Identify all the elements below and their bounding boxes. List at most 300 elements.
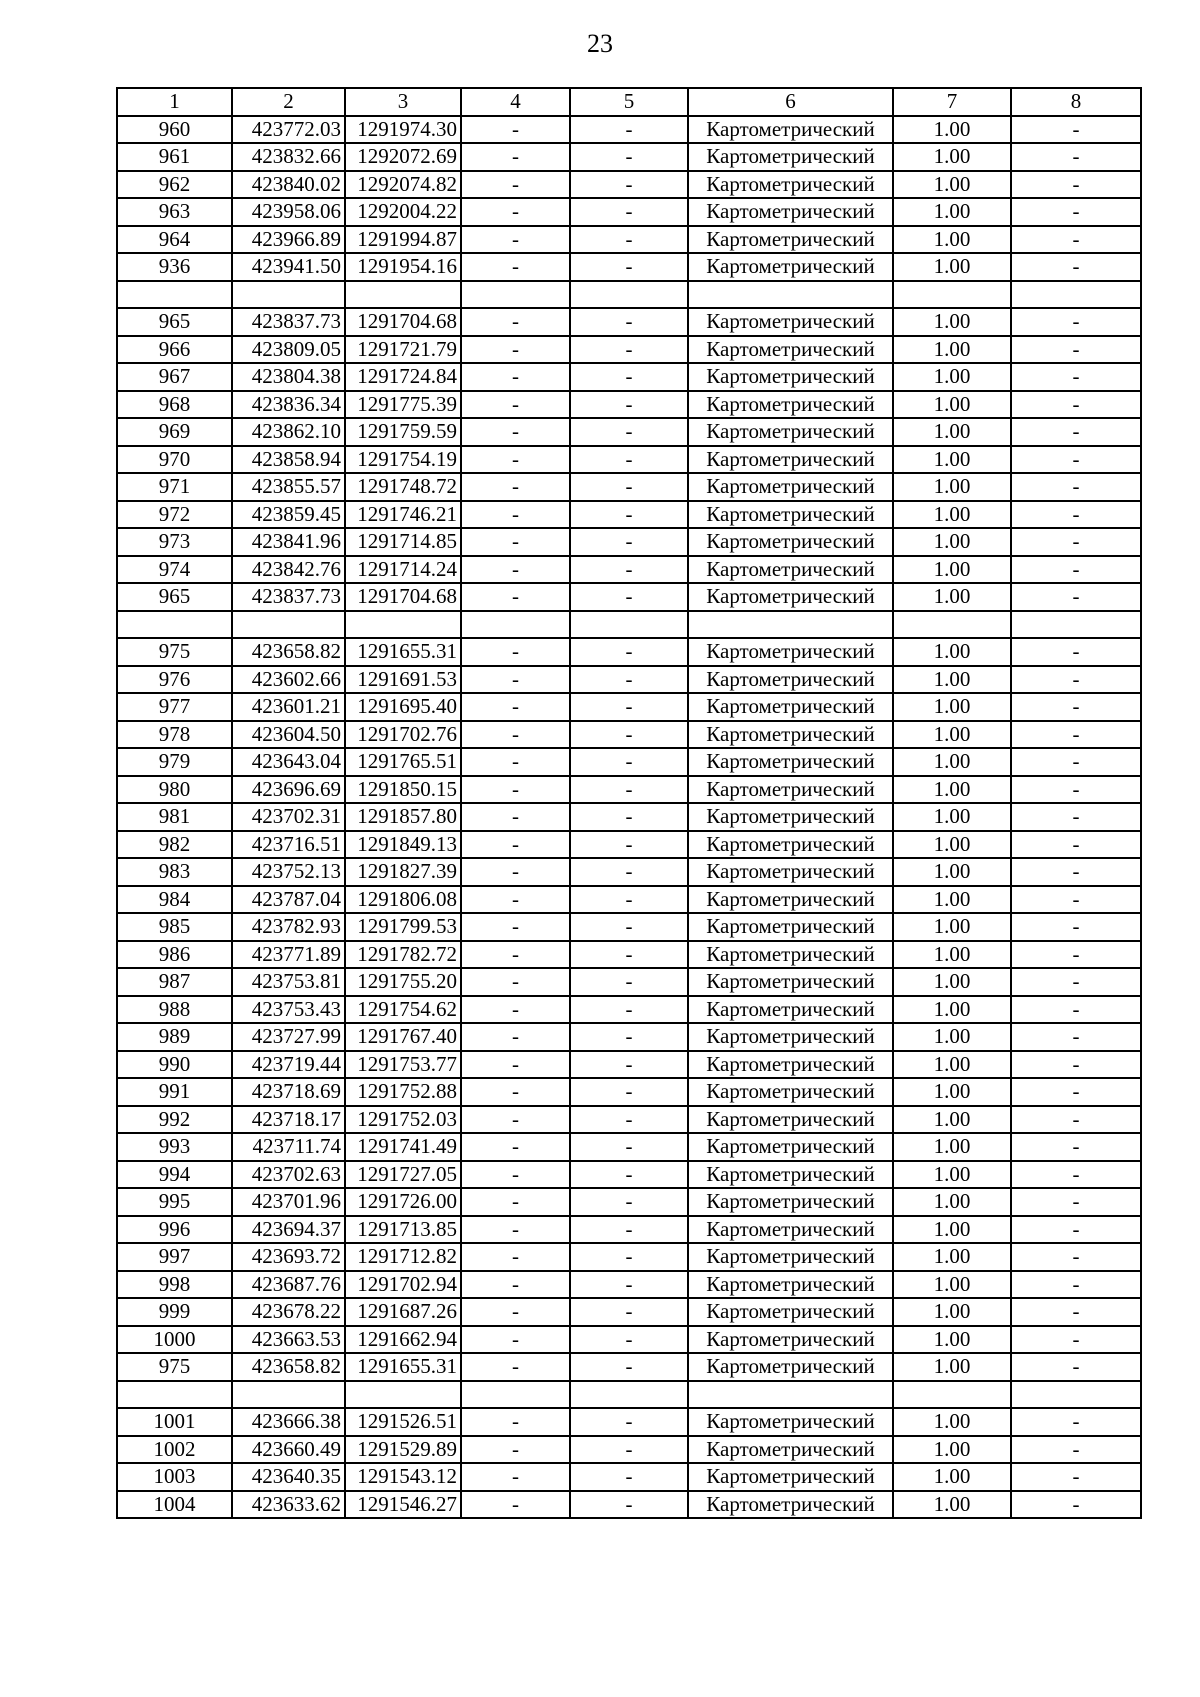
table-row <box>117 1408 1141 1436</box>
point-number-cell: 960 <box>117 116 232 144</box>
table-row <box>117 501 1141 529</box>
x-coordinate-cell: 423658.82 <box>232 638 345 666</box>
table-row <box>117 1133 1141 1161</box>
x-coordinate-cell: 423958.06 <box>232 198 345 226</box>
col8-cell: - <box>1011 446 1141 474</box>
point-number-cell: 962 <box>117 171 232 199</box>
col5-cell: - <box>570 913 688 941</box>
method-cell: Картометрический <box>688 693 893 721</box>
method-cell: Картометрический <box>688 886 893 914</box>
point-number-cell: 975 <box>117 1353 232 1381</box>
x-coordinate-cell: 423711.74 <box>232 1133 345 1161</box>
table-row <box>117 363 1141 391</box>
x-coordinate-cell: 423716.51 <box>232 831 345 859</box>
point-number-cell <box>117 281 232 309</box>
y-coordinate-cell: 1291726.00 <box>345 1188 461 1216</box>
accuracy-cell: 1.00 <box>893 1463 1011 1491</box>
accuracy-cell: 1.00 <box>893 116 1011 144</box>
point-number-cell: 1001 <box>117 1408 232 1436</box>
col4-cell: - <box>461 1271 570 1299</box>
point-number-cell: 983 <box>117 858 232 886</box>
x-coordinate-cell: 423694.37 <box>232 1216 345 1244</box>
col8-cell: - <box>1011 473 1141 501</box>
accuracy-cell: 1.00 <box>893 391 1011 419</box>
col8-cell: - <box>1011 858 1141 886</box>
method-cell: Картометрический <box>688 391 893 419</box>
x-coordinate-cell: 423836.34 <box>232 391 345 419</box>
col8-cell: - <box>1011 1161 1141 1189</box>
col8-cell: - <box>1011 1106 1141 1134</box>
col5-cell: - <box>570 1133 688 1161</box>
table-row <box>117 913 1141 941</box>
col5-cell: - <box>570 1216 688 1244</box>
y-coordinate-cell: 1291687.26 <box>345 1298 461 1326</box>
point-number-cell: 996 <box>117 1216 232 1244</box>
col4-cell: - <box>461 583 570 611</box>
col5-cell: - <box>570 226 688 254</box>
method-cell <box>688 1381 893 1409</box>
point-number-cell: 981 <box>117 803 232 831</box>
x-coordinate-cell: 423837.73 <box>232 308 345 336</box>
col4-cell: - <box>461 803 570 831</box>
col5-cell: - <box>570 996 688 1024</box>
col4-cell: - <box>461 308 570 336</box>
table-row <box>117 776 1141 804</box>
header-cell: 7 <box>893 88 1011 116</box>
table-row <box>117 391 1141 419</box>
col8-cell: - <box>1011 721 1141 749</box>
accuracy-cell: 1.00 <box>893 446 1011 474</box>
col4-cell: - <box>461 913 570 941</box>
table-row <box>117 171 1141 199</box>
x-coordinate-cell: 423718.69 <box>232 1078 345 1106</box>
accuracy-cell: 1.00 <box>893 1106 1011 1134</box>
col4-cell: - <box>461 501 570 529</box>
col5-cell: - <box>570 776 688 804</box>
table-row <box>117 1243 1141 1271</box>
accuracy-cell: 1.00 <box>893 198 1011 226</box>
col8-cell: - <box>1011 638 1141 666</box>
col4-cell: - <box>461 1463 570 1491</box>
col5-cell <box>570 611 688 639</box>
col5-cell: - <box>570 666 688 694</box>
col8-cell: - <box>1011 996 1141 1024</box>
col8-cell: - <box>1011 143 1141 171</box>
col8-cell: - <box>1011 253 1141 281</box>
point-number-cell: 965 <box>117 583 232 611</box>
col5-cell: - <box>570 336 688 364</box>
accuracy-cell: 1.00 <box>893 171 1011 199</box>
accuracy-cell: 1.00 <box>893 858 1011 886</box>
y-coordinate-cell: 1291782.72 <box>345 941 461 969</box>
table-row <box>117 336 1141 364</box>
accuracy-cell: 1.00 <box>893 1216 1011 1244</box>
col8-cell: - <box>1011 941 1141 969</box>
y-coordinate-cell: 1291806.08 <box>345 886 461 914</box>
x-coordinate-cell: 423696.69 <box>232 776 345 804</box>
accuracy-cell: 1.00 <box>893 1051 1011 1079</box>
x-coordinate-cell: 423859.45 <box>232 501 345 529</box>
table-row <box>117 1491 1141 1519</box>
point-number-cell <box>117 611 232 639</box>
col4-cell: - <box>461 693 570 721</box>
col4-cell: - <box>461 1353 570 1381</box>
point-number-cell: 998 <box>117 1271 232 1299</box>
table-row <box>117 721 1141 749</box>
col8-cell: - <box>1011 336 1141 364</box>
col8-cell: - <box>1011 1408 1141 1436</box>
y-coordinate-cell: 1291752.03 <box>345 1106 461 1134</box>
point-number-cell: 978 <box>117 721 232 749</box>
y-coordinate-cell: 1291704.68 <box>345 308 461 336</box>
col4-cell <box>461 611 570 639</box>
y-coordinate-cell: 1291754.62 <box>345 996 461 1024</box>
method-cell: Картометрический <box>688 1271 893 1299</box>
table-row <box>117 1463 1141 1491</box>
col8-cell: - <box>1011 1436 1141 1464</box>
accuracy-cell: 1.00 <box>893 666 1011 694</box>
x-coordinate-cell: 423832.66 <box>232 143 345 171</box>
point-number-cell: 993 <box>117 1133 232 1161</box>
col8-cell: - <box>1011 363 1141 391</box>
col4-cell: - <box>461 1243 570 1271</box>
point-number-cell: 990 <box>117 1051 232 1079</box>
col4-cell: - <box>461 226 570 254</box>
method-cell: Картометрический <box>688 528 893 556</box>
accuracy-cell: 1.00 <box>893 693 1011 721</box>
table-row <box>117 116 1141 144</box>
col4-cell: - <box>461 1106 570 1134</box>
col4-cell: - <box>461 1436 570 1464</box>
table-separator-row <box>117 611 1141 639</box>
y-coordinate-cell: 1291712.82 <box>345 1243 461 1271</box>
accuracy-cell: 1.00 <box>893 638 1011 666</box>
col8-cell: - <box>1011 968 1141 996</box>
table-row <box>117 1298 1141 1326</box>
col5-cell: - <box>570 721 688 749</box>
method-cell: Картометрический <box>688 803 893 831</box>
x-coordinate-cell: 423753.43 <box>232 996 345 1024</box>
col8-cell <box>1011 1381 1141 1409</box>
point-number-cell: 963 <box>117 198 232 226</box>
accuracy-cell: 1.00 <box>893 1133 1011 1161</box>
method-cell: Картометрический <box>688 1298 893 1326</box>
y-coordinate-cell: 1291714.85 <box>345 528 461 556</box>
col5-cell: - <box>570 1436 688 1464</box>
y-coordinate-cell: 1291662.94 <box>345 1326 461 1354</box>
accuracy-cell: 1.00 <box>893 886 1011 914</box>
header-cell: 6 <box>688 88 893 116</box>
x-coordinate-cell: 423601.21 <box>232 693 345 721</box>
method-cell: Картометрический <box>688 418 893 446</box>
col8-cell: - <box>1011 198 1141 226</box>
y-coordinate-cell: 1292074.82 <box>345 171 461 199</box>
method-cell: Картометрический <box>688 1078 893 1106</box>
point-number-cell: 982 <box>117 831 232 859</box>
col5-cell: - <box>570 1243 688 1271</box>
col5-cell: - <box>570 1188 688 1216</box>
col5-cell: - <box>570 1353 688 1381</box>
accuracy-cell: 1.00 <box>893 776 1011 804</box>
accuracy-cell: 1.00 <box>893 1023 1011 1051</box>
method-cell: Картометрический <box>688 1408 893 1436</box>
point-number-cell: 936 <box>117 253 232 281</box>
accuracy-cell: 1.00 <box>893 583 1011 611</box>
table-row <box>117 308 1141 336</box>
table-row <box>117 638 1141 666</box>
x-coordinate-cell: 423842.76 <box>232 556 345 584</box>
header-cell: 8 <box>1011 88 1141 116</box>
header-cell: 2 <box>232 88 345 116</box>
method-cell: Картометрический <box>688 1023 893 1051</box>
method-cell: Картометрический <box>688 226 893 254</box>
x-coordinate-cell: 423772.03 <box>232 116 345 144</box>
col8-cell: - <box>1011 418 1141 446</box>
x-coordinate-cell: 423718.17 <box>232 1106 345 1134</box>
x-coordinate-cell <box>232 611 345 639</box>
point-number-cell: 1002 <box>117 1436 232 1464</box>
col4-cell: - <box>461 748 570 776</box>
x-coordinate-cell: 423727.99 <box>232 1023 345 1051</box>
table-row <box>117 803 1141 831</box>
y-coordinate-cell: 1291655.31 <box>345 1353 461 1381</box>
col8-cell: - <box>1011 1243 1141 1271</box>
y-coordinate-cell: 1291767.40 <box>345 1023 461 1051</box>
col5-cell: - <box>570 446 688 474</box>
accuracy-cell: 1.00 <box>893 913 1011 941</box>
col4-cell: - <box>461 968 570 996</box>
method-cell: Картометрический <box>688 143 893 171</box>
x-coordinate-cell: 423702.63 <box>232 1161 345 1189</box>
point-number-cell: 1000 <box>117 1326 232 1354</box>
col5-cell: - <box>570 116 688 144</box>
col5-cell: - <box>570 1051 688 1079</box>
y-coordinate-cell: 1291754.19 <box>345 446 461 474</box>
x-coordinate-cell: 423633.62 <box>232 1491 345 1519</box>
col4-cell <box>461 1381 570 1409</box>
point-number-cell: 984 <box>117 886 232 914</box>
table-row <box>117 1051 1141 1079</box>
accuracy-cell: 1.00 <box>893 336 1011 364</box>
method-cell: Картометрический <box>688 253 893 281</box>
point-number-cell: 972 <box>117 501 232 529</box>
col4-cell: - <box>461 171 570 199</box>
point-number-cell: 971 <box>117 473 232 501</box>
col8-cell: - <box>1011 666 1141 694</box>
col4-cell: - <box>461 336 570 364</box>
col5-cell: - <box>570 1023 688 1051</box>
point-number-cell: 977 <box>117 693 232 721</box>
accuracy-cell: 1.00 <box>893 556 1011 584</box>
table-row <box>117 253 1141 281</box>
col8-cell: - <box>1011 1023 1141 1051</box>
col4-cell: - <box>461 1078 570 1106</box>
accuracy-cell: 1.00 <box>893 501 1011 529</box>
col8-cell: - <box>1011 1353 1141 1381</box>
col8-cell: - <box>1011 1133 1141 1161</box>
col4-cell: - <box>461 831 570 859</box>
col4-cell: - <box>461 996 570 1024</box>
col5-cell: - <box>570 858 688 886</box>
point-number-cell: 969 <box>117 418 232 446</box>
col8-cell: - <box>1011 776 1141 804</box>
x-coordinate-cell: 423837.73 <box>232 583 345 611</box>
method-cell: Картометрический <box>688 1051 893 1079</box>
col8-cell: - <box>1011 886 1141 914</box>
point-number-cell: 994 <box>117 1161 232 1189</box>
col8-cell <box>1011 281 1141 309</box>
method-cell: Картометрический <box>688 1491 893 1519</box>
col4-cell: - <box>461 1491 570 1519</box>
col8-cell: - <box>1011 556 1141 584</box>
col8-cell: - <box>1011 501 1141 529</box>
method-cell <box>688 281 893 309</box>
x-coordinate-cell: 423752.13 <box>232 858 345 886</box>
point-number-cell: 987 <box>117 968 232 996</box>
method-cell: Картометрический <box>688 776 893 804</box>
col4-cell: - <box>461 198 570 226</box>
accuracy-cell: 1.00 <box>893 1326 1011 1354</box>
table-row <box>117 1216 1141 1244</box>
y-coordinate-cell: 1291691.53 <box>345 666 461 694</box>
y-coordinate-cell: 1291713.85 <box>345 1216 461 1244</box>
x-coordinate-cell: 423753.81 <box>232 968 345 996</box>
col4-cell: - <box>461 858 570 886</box>
col5-cell: - <box>570 1463 688 1491</box>
col4-cell: - <box>461 776 570 804</box>
method-cell: Картометрический <box>688 721 893 749</box>
table-row <box>117 1353 1141 1381</box>
table-header-row <box>117 88 1141 116</box>
y-coordinate-cell: 1291954.16 <box>345 253 461 281</box>
col4-cell: - <box>461 253 570 281</box>
col5-cell: - <box>570 418 688 446</box>
x-coordinate-cell: 423660.49 <box>232 1436 345 1464</box>
table-row <box>117 1161 1141 1189</box>
y-coordinate-cell: 1291775.39 <box>345 391 461 419</box>
accuracy-cell: 1.00 <box>893 968 1011 996</box>
col5-cell: - <box>570 473 688 501</box>
method-cell: Картометрический <box>688 831 893 859</box>
point-number-cell: 961 <box>117 143 232 171</box>
col8-cell: - <box>1011 803 1141 831</box>
col5-cell: - <box>570 748 688 776</box>
table-row <box>117 1023 1141 1051</box>
col4-cell: - <box>461 446 570 474</box>
col4-cell: - <box>461 391 570 419</box>
col5-cell: - <box>570 693 688 721</box>
x-coordinate-cell: 423855.57 <box>232 473 345 501</box>
method-cell: Картометрический <box>688 1188 893 1216</box>
method-cell: Картометрический <box>688 308 893 336</box>
y-coordinate-cell: 1291849.13 <box>345 831 461 859</box>
col4-cell: - <box>461 528 570 556</box>
accuracy-cell: 1.00 <box>893 1078 1011 1106</box>
y-coordinate-cell <box>345 1381 461 1409</box>
accuracy-cell: 1.00 <box>893 1436 1011 1464</box>
x-coordinate-cell: 423663.53 <box>232 1326 345 1354</box>
col5-cell: - <box>570 968 688 996</box>
y-coordinate-cell: 1291655.31 <box>345 638 461 666</box>
accuracy-cell: 1.00 <box>893 363 1011 391</box>
method-cell: Картометрический <box>688 968 893 996</box>
method-cell: Картометрический <box>688 1326 893 1354</box>
coordinates-table <box>116 87 1142 1519</box>
table-row <box>117 941 1141 969</box>
point-number-cell: 995 <box>117 1188 232 1216</box>
col4-cell: - <box>461 721 570 749</box>
table-row <box>117 886 1141 914</box>
col5-cell: - <box>570 803 688 831</box>
method-cell <box>688 611 893 639</box>
col4-cell: - <box>461 941 570 969</box>
method-cell: Картометрический <box>688 171 893 199</box>
x-coordinate-cell: 423809.05 <box>232 336 345 364</box>
col8-cell: - <box>1011 913 1141 941</box>
point-number-cell: 992 <box>117 1106 232 1134</box>
x-coordinate-cell: 423678.22 <box>232 1298 345 1326</box>
col5-cell: - <box>570 1106 688 1134</box>
y-coordinate-cell: 1291752.88 <box>345 1078 461 1106</box>
y-coordinate-cell: 1291724.84 <box>345 363 461 391</box>
point-number-cell: 976 <box>117 666 232 694</box>
y-coordinate-cell: 1291850.15 <box>345 776 461 804</box>
x-coordinate-cell: 423862.10 <box>232 418 345 446</box>
col8-cell: - <box>1011 583 1141 611</box>
y-coordinate-cell: 1291857.80 <box>345 803 461 831</box>
x-coordinate-cell: 423719.44 <box>232 1051 345 1079</box>
table-row <box>117 143 1141 171</box>
point-number-cell: 991 <box>117 1078 232 1106</box>
method-cell: Картометрический <box>688 666 893 694</box>
x-coordinate-cell: 423666.38 <box>232 1408 345 1436</box>
accuracy-cell <box>893 281 1011 309</box>
col5-cell: - <box>570 1078 688 1106</box>
method-cell: Картометрический <box>688 583 893 611</box>
y-coordinate-cell: 1291721.79 <box>345 336 461 364</box>
col5-cell: - <box>570 583 688 611</box>
y-coordinate-cell: 1291727.05 <box>345 1161 461 1189</box>
col5-cell: - <box>570 1491 688 1519</box>
accuracy-cell: 1.00 <box>893 1243 1011 1271</box>
method-cell: Картометрический <box>688 1436 893 1464</box>
col5-cell: - <box>570 198 688 226</box>
table-row <box>117 418 1141 446</box>
method-cell: Картометрический <box>688 501 893 529</box>
col5-cell: - <box>570 308 688 336</box>
table-row <box>117 858 1141 886</box>
col8-cell <box>1011 611 1141 639</box>
y-coordinate-cell <box>345 281 461 309</box>
y-coordinate-cell: 1291755.20 <box>345 968 461 996</box>
col4-cell: - <box>461 1133 570 1161</box>
y-coordinate-cell: 1291546.27 <box>345 1491 461 1519</box>
y-coordinate-cell: 1291994.87 <box>345 226 461 254</box>
table-row <box>117 1436 1141 1464</box>
method-cell: Картометрический <box>688 1133 893 1161</box>
y-coordinate-cell: 1291827.39 <box>345 858 461 886</box>
col4-cell: - <box>461 638 570 666</box>
point-number-cell: 970 <box>117 446 232 474</box>
col8-cell: - <box>1011 171 1141 199</box>
col8-cell: - <box>1011 226 1141 254</box>
col4-cell: - <box>461 666 570 694</box>
table-row <box>117 1271 1141 1299</box>
table-row <box>117 693 1141 721</box>
col8-cell: - <box>1011 391 1141 419</box>
y-coordinate-cell: 1291741.49 <box>345 1133 461 1161</box>
table-row <box>117 198 1141 226</box>
